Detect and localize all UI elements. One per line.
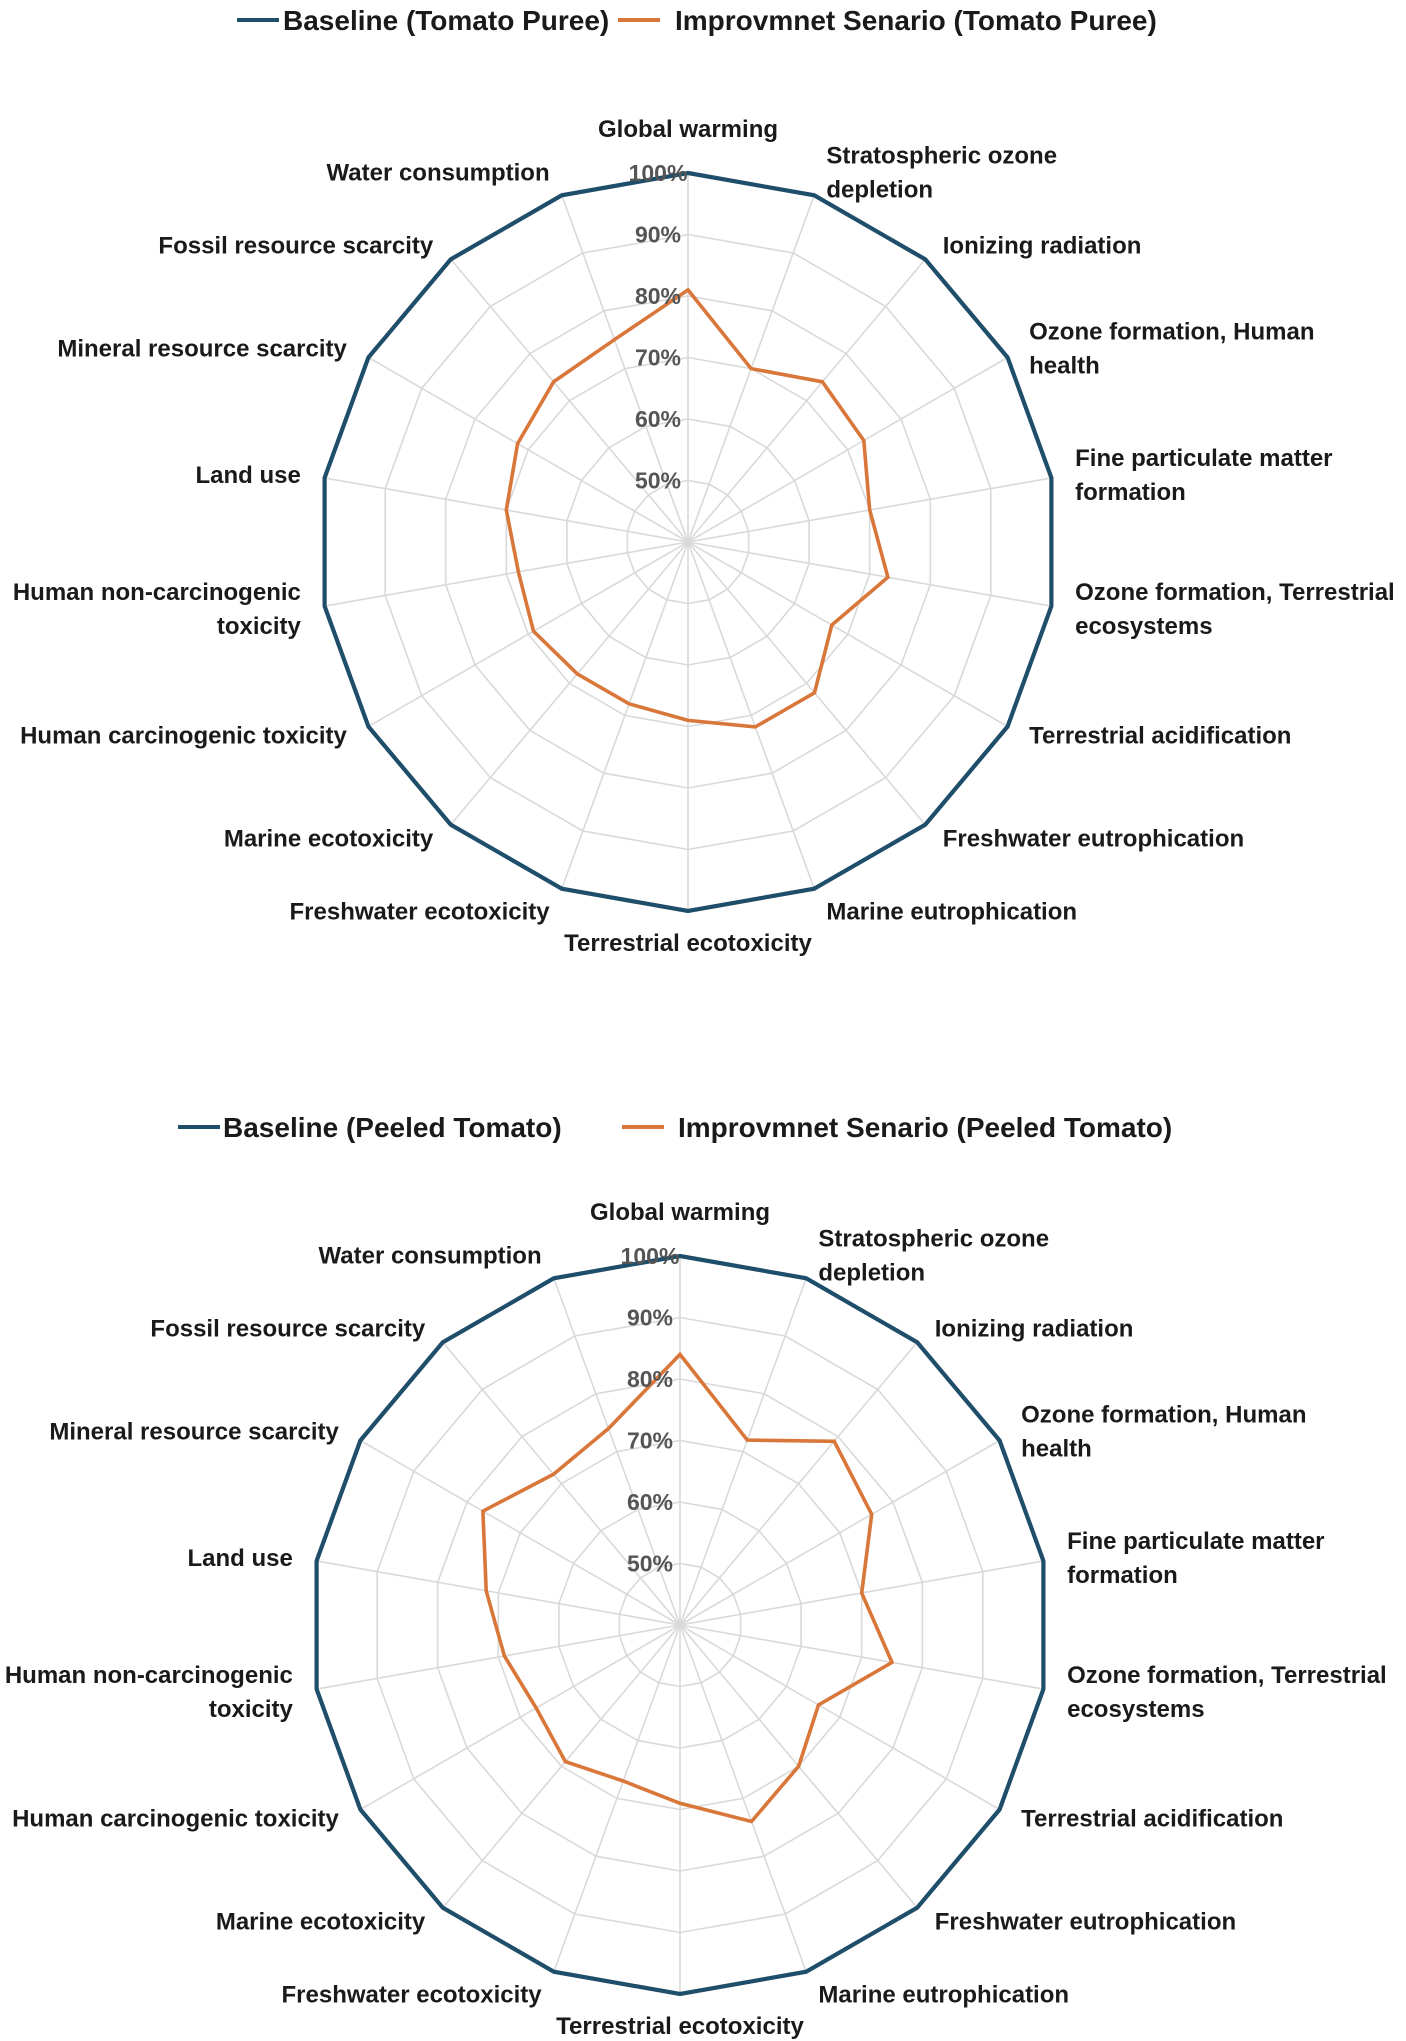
axis-label-3: Ozone formation, Human health <box>1021 1401 1307 1463</box>
tick-label-100: 100% <box>620 1243 680 1269</box>
axis-label-12: Human carcinogenic toxicity <box>12 1805 339 1833</box>
series-line-improvement <box>506 290 888 727</box>
tick-label-90: 90% <box>626 1304 674 1331</box>
axis-label-8: Marine eutrophication <box>826 898 1078 926</box>
axis-label-17: Water consumption <box>318 1242 542 1270</box>
axis-label-11: Marine ecotoxicity <box>223 825 434 853</box>
radar-chart-peeled-tomato <box>5 1112 1387 2040</box>
legend-label-improvement: Improvmnet Senario (Peeled Tomato) <box>678 1112 1173 1143</box>
axis-label-10: Freshwater ecotoxicity <box>281 1981 542 2009</box>
axis-label-9: Terrestrial ecotoxicity <box>564 930 812 957</box>
axis-label-7: Freshwater eutrophication <box>942 825 1245 853</box>
axis-label-6: Terrestrial acidification <box>1021 1805 1284 1833</box>
axis-label-15: Mineral resource scarcity <box>49 1418 339 1446</box>
axis-label-6: Terrestrial acidification <box>1029 722 1292 750</box>
tick-label-90: 90% <box>634 221 682 248</box>
axis-label-0: Global warming <box>597 116 779 143</box>
axis-label-14: Land use <box>187 1544 293 1572</box>
axis-label-4: Fine particulate matter formation <box>1067 1527 1325 1589</box>
axis-label-8: Marine eutrophication <box>818 1981 1070 2009</box>
spoke-10 <box>554 1625 680 1972</box>
axis-label-2: Ionizing radiation <box>942 232 1142 260</box>
axis-label-14: Land use <box>195 461 301 489</box>
tick-label-80: 80% <box>634 283 682 309</box>
axis-label-5: Ozone formation, Terrestrial ecosystems <box>1067 1662 1387 1724</box>
tick-label-100: 100% <box>628 160 688 186</box>
legend-label-baseline: Baseline (Peeled Tomato) <box>223 1112 562 1143</box>
spoke-8 <box>680 1625 806 1972</box>
tick-label-60: 60% <box>634 406 682 432</box>
axis-label-0: Global warming <box>589 1199 771 1226</box>
spoke-8 <box>688 542 814 889</box>
axis-label-9: Terrestrial ecotoxicity <box>556 2013 804 2040</box>
axis-label-5: Ozone formation, Terrestrial ecosystems <box>1075 579 1395 641</box>
tick-label-60: 60% <box>626 1489 674 1515</box>
axis-label-10: Freshwater ecotoxicity <box>289 898 550 926</box>
axis-label-7: Freshwater eutrophication <box>934 1908 1237 1936</box>
legend-label-baseline: Baseline (Tomato Puree) <box>283 5 610 36</box>
axis-label-4: Fine particulate matter formation <box>1075 444 1333 506</box>
legend-label-improvement: Improvmnet Senario (Tomato Puree) <box>675 5 1157 36</box>
tick-label-50: 50% <box>626 1550 674 1577</box>
axis-label-16: Fossil resource scarcity <box>150 1315 426 1343</box>
axis-label-11: Marine ecotoxicity <box>215 1908 426 1936</box>
axis-label-16: Fossil resource scarcity <box>158 232 434 260</box>
tick-label-50: 50% <box>634 467 682 494</box>
axis-label-12: Human carcinogenic toxicity <box>20 722 347 750</box>
axis-label-17: Water consumption <box>326 159 550 187</box>
tick-label-70: 70% <box>626 1427 674 1454</box>
spoke-1 <box>680 1278 806 1625</box>
axis-label-13: Human non-carcinogenic toxicity <box>4 1662 293 1724</box>
axis-label-3: Ozone formation, Human health <box>1029 318 1315 380</box>
tick-label-80: 80% <box>626 1366 674 1392</box>
axis-label-1: Stratospheric ozone depletion <box>826 142 1058 204</box>
axis-label-2: Ionizing radiation <box>934 1315 1134 1343</box>
axis-label-1: Stratospheric ozone depletion <box>818 1225 1050 1287</box>
tick-label-70: 70% <box>634 344 682 371</box>
axis-label-13: Human non-carcinogenic toxicity <box>12 579 301 641</box>
radar-chart-tomato-puree <box>13 5 1395 957</box>
axis-label-15: Mineral resource scarcity <box>57 335 347 363</box>
